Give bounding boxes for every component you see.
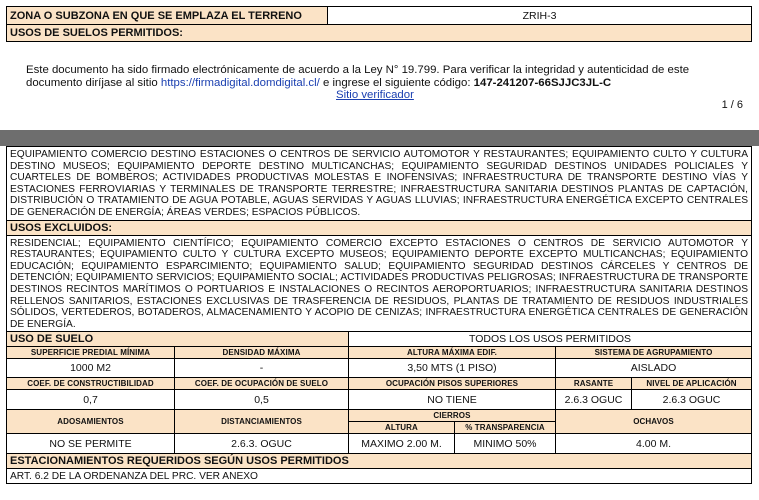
page-separator — [0, 130, 759, 146]
cierros-altura-header: ALTURA — [349, 422, 455, 434]
excluded-uses-text: RESIDENCIAL; EQUIPAMIENTO CIENTÍFICO; EQUIPAMIENTO COMERCIO EXCEPTO ESTACIONES O CENTROS DE SERVICIO AUTOMOTOR Y RESTAURANTES; EQUIPAMIENTO CULTO Y CULTURA EXCEPTO MUSEOS; EQUIPAMIENTO DEPORTE EXCEPTO MULTICANCHAS; EQUIPAMIENTO EDUCACIÓN; EQUIPAMIENTO ESPARCIMIENTO; EQUIPAMIENTO SALUD; EQUIPAMIENTO SEGURIDAD DESTINOS CÁRCELES Y CENTROS DE DETENCIÓN; EQUIPAMIENTO SERVICIOS; EQUIPAMIENTO SOCIAL; ACTIVIDADES PRODUCTIVAS PELIGROSAS; INFRAESTRUCTURA DE TRANSPORTE DESTINOS RECINTOS MARÍTIMOS O PORTUARIOS E INSTALACIONES O RECINTOS AEROPORTUARIOS; INFRAESTRUCTURA SANITARIA DESTINOS RELLENOS SANITARIOS, ESTACIONES EXCLUSIVAS DE TRASFERENCIA DE RESIDUOS, PLANTAS DE TRATAMIENTO DE RESIDUOS INDUSTRIALES SÓLIDOS, VERTEDEROS, BOTADEROS, ALMACENAMIENTO Y ACOPIO DE CENIZAS; INFRAESTRUCTURA ENERGÉTICA CENTRALES DE GENERACIÓN DE ENERGÍA. — [7, 235, 752, 332]
permitted-uses-text: EQUIPAMIENTO COMERCIO DESTINO ESTACIONES O CENTROS DE SERVICIO AUTOMOTOR Y RESTAURANTES; EQUIPAMIENTO CULTO Y CULTURA DESTINO MUSEOS; EQUIPAMIENTO DEPORTE DESTINO MULTICANCHAS; EQUIPAMIENTO SEGURIDAD DESTINOS UNIDADES POLICIALES Y CUARTELES DE BOMBEROS; ACTIVIDADES PRODUCTIVAS MOLESTAS E INOFENSIVAS; INFRAESTRUCTURA DE TRANSPORTE DESTINO VÍAS Y ESTACIONES FERROVIARIAS Y TERMINALES DE TRANSPORTE TERRESTRE; INFRAESTRUCTURA SANITARIA DESTINOS PLANTAS DE CAPTACIÓN, DISTRIBUCIÓN O TRATAMIENTO DE AGUA POTABLE, AGUAS SERVIDAS Y AGUAS LLUVIAS; INFRAESTRUCTURA ENERGÉTICA EXCEPTO CENTRALES DE GENERACIÓN DE ENERGÍA; ÁREAS VERDES; ESPACIOS PÚBLICOS. — [7, 147, 752, 221]
densidad-header: DENSIDAD MÁXIMA — [175, 347, 349, 359]
nivel-aplicacion-header: NIVEL DE APLICACIÓN — [632, 378, 752, 390]
rasante-value: 2.6.3 OGUC — [556, 390, 632, 410]
densidad-value: - — [175, 359, 349, 378]
verification-code: 147-241207-66SJJC3JL-C — [473, 77, 612, 89]
estacionamientos-value: ART. 6.2 DE LA ORDENANZA DEL PRC. VER ANEXO — [7, 469, 752, 484]
distanciamientos-value: 2.6.3. OGUC — [175, 434, 349, 454]
estacionamientos-label: ESTACIONAMIENTOS REQUERIDOS SEGÚN USOS PERMITIDOS — [7, 454, 752, 469]
ocupacion-suelo-value: 0,5 — [175, 390, 349, 410]
altura-value: 3,50 MTS (1 PISO) — [349, 359, 556, 378]
ocupacion-suelo-header: COEF. DE OCUPACIÓN DE SUELO — [175, 378, 349, 390]
cierros-header: CIERROS — [349, 410, 556, 422]
agrupamiento-header: SISTEMA DE AGRUPAMIENTO — [556, 347, 752, 359]
rasante-header: RASANTE — [556, 378, 632, 390]
usos-permitidos-label: USOS DE SUELOS PERMITIDOS: — [7, 25, 752, 42]
signature-line-1: Este documento ha sido firmado electrónicamente de acuerdo a la Ley N° 19.799. Para verificar la integridad y autenticidad de este — [26, 64, 690, 76]
signature-line-2-mid: e ingrese el siguiente código: — [322, 77, 471, 89]
constructibilidad-header: COEF. DE CONSTRUCTIBILIDAD — [7, 378, 175, 390]
uso-suelo-value: TODOS LOS USOS PERMITIDOS — [349, 332, 752, 347]
nivel-aplicacion-value: 2.6.3 OGUC — [632, 390, 752, 410]
ochavos-value: 4.00 M. — [556, 434, 752, 454]
sitio-verificador-link[interactable]: Sitio verificador — [336, 89, 414, 101]
signature-notice — [0, 58, 759, 130]
agrupamiento-value: AISLADO — [556, 359, 752, 378]
land-use-table — [6, 146, 752, 484]
adosamientos-header: ADOSAMIENTOS — [7, 410, 175, 434]
superficie-header: SUPERFICIE PREDIAL MÍNIMA — [7, 347, 175, 359]
cierros-transparencia-header: % TRANSPARENCIA — [455, 422, 556, 434]
zone-header-table — [6, 6, 752, 42]
firmadigital-link[interactable]: https://firmadigital.domdigital.cl/ — [160, 77, 320, 89]
cierros-altura-value: MAXIMO 2.00 M. — [349, 434, 455, 454]
page-number: 1 / 6 — [721, 99, 743, 111]
altura-header: ALTURA MÁXIMA EDIF. — [349, 347, 556, 359]
uso-suelo-label: USO DE SUELO — [7, 332, 349, 347]
zona-value: ZRIH-3 — [328, 7, 752, 25]
ochavos-header: OCHAVOS — [556, 410, 752, 434]
superficie-value: 1000 M2 — [7, 359, 175, 378]
zona-label: ZONA O SUBZONA EN QUE SE EMPLAZA EL TERRENO — [7, 7, 328, 25]
distanciamientos-header: DISTANCIAMIENTOS — [175, 410, 349, 434]
pisos-superiores-header: OCUPACIÓN PISOS SUPERIORES — [349, 378, 556, 390]
excluded-uses-label: USOS EXCLUIDOS: — [7, 220, 752, 235]
pisos-superiores-value: NO TIENE — [349, 390, 556, 410]
adosamientos-value: NO SE PERMITE — [7, 434, 175, 454]
cierros-transparencia-value: MINIMO 50% — [455, 434, 556, 454]
constructibilidad-value: 0,7 — [7, 390, 175, 410]
signature-line-2-prefix: documento diríjase al sitio — [26, 77, 158, 89]
